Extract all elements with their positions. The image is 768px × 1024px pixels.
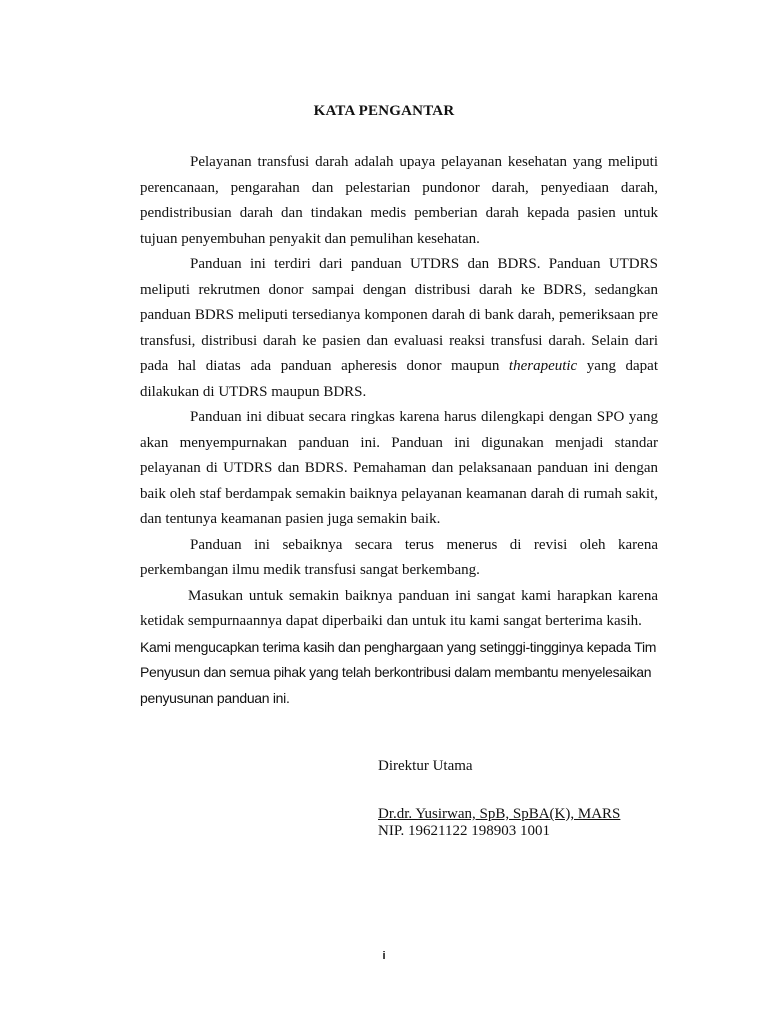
paragraph-panduan-purpose: Panduan ini dibuat secara ringkas karena harus dilengkapi dengan SPO yang akan menyempurnakan panduan ini. Panduan ini digunakan menjadi standar pelayanan di UTDRS dan BDRS. Pemahaman dan pelaksanaan panduan ini dengan baik oleh staf berdampak semakin baiknya pelayanan keamanan darah di rumah sakit, dan tentunya keamanan pasien juga semakin baik. — [140, 409, 658, 527]
page-title: KATA PENGANTAR — [313, 103, 455, 119]
paragraph-panduan-scope-text-2: yang dapat dilakukan di UTDRS maupun BDRS. — [140, 358, 659, 400]
page-number: i — [382, 950, 386, 962]
signature-nip: NIP. 19621122 198903 1001 — [378, 823, 550, 839]
signature-role: Direktur Utama — [378, 758, 473, 774]
paragraph-panduan-scope-text-1: Panduan ini terdiri dari panduan UTDRS dan BDRS. Panduan UTDRS meliputi rekrutmen donor sampai dengan distribusi darah ke BDRS, sedangkan panduan BDRS meliputi tersedianya komponen darah di bank darah, pemeriksaan pre transfusi, distribusi darah ke pasien dan evaluasi reaksi transfusi darah. Selain dari pada hal diatas ada panduan apheresis donor maupun — [140, 256, 658, 374]
paragraph-feedback: Masukan untuk semakin baiknya panduan ini sangat kami harapkan karena ketidak sempurnaannya dapat diperbaiki dan untuk itu kami sangat berterima kasih. — [140, 587, 658, 629]
paragraph-intro: Pelayanan transfusi darah adalah upaya pelayanan kesehatan yang meliputi perencanaan, pengarahan dan pelestarian pundonor darah, penyediaan darah, pendistribusian darah dan tindakan medis pemberian darah kepada pasien untuk tujuan penyembuhan penyakit dan pemulihan kesehatan. — [140, 154, 658, 247]
paragraph-revision: Panduan ini sebaiknya secara terus menerus di revisi oleh karena perkembangan ilmu medik transfusi sangat berkembang. — [140, 536, 658, 578]
signature-name: Dr.dr. Yusirwan, SpB, SpBA(K), MARS — [378, 806, 621, 822]
italic-term: therapeutic — [508, 358, 578, 374]
document-body — [140, 150, 658, 711]
paragraph-thanks: Kami mengucapkan terima kasih dan penghargaan yang setinggi-tingginya kepada Tim Penyusun dan semua pihak yang telah berkontribusi dalam membantu menyelesaikan penyusunan panduan ini. — [140, 638, 657, 706]
paragraph-panduan-scope — [140, 252, 658, 405]
